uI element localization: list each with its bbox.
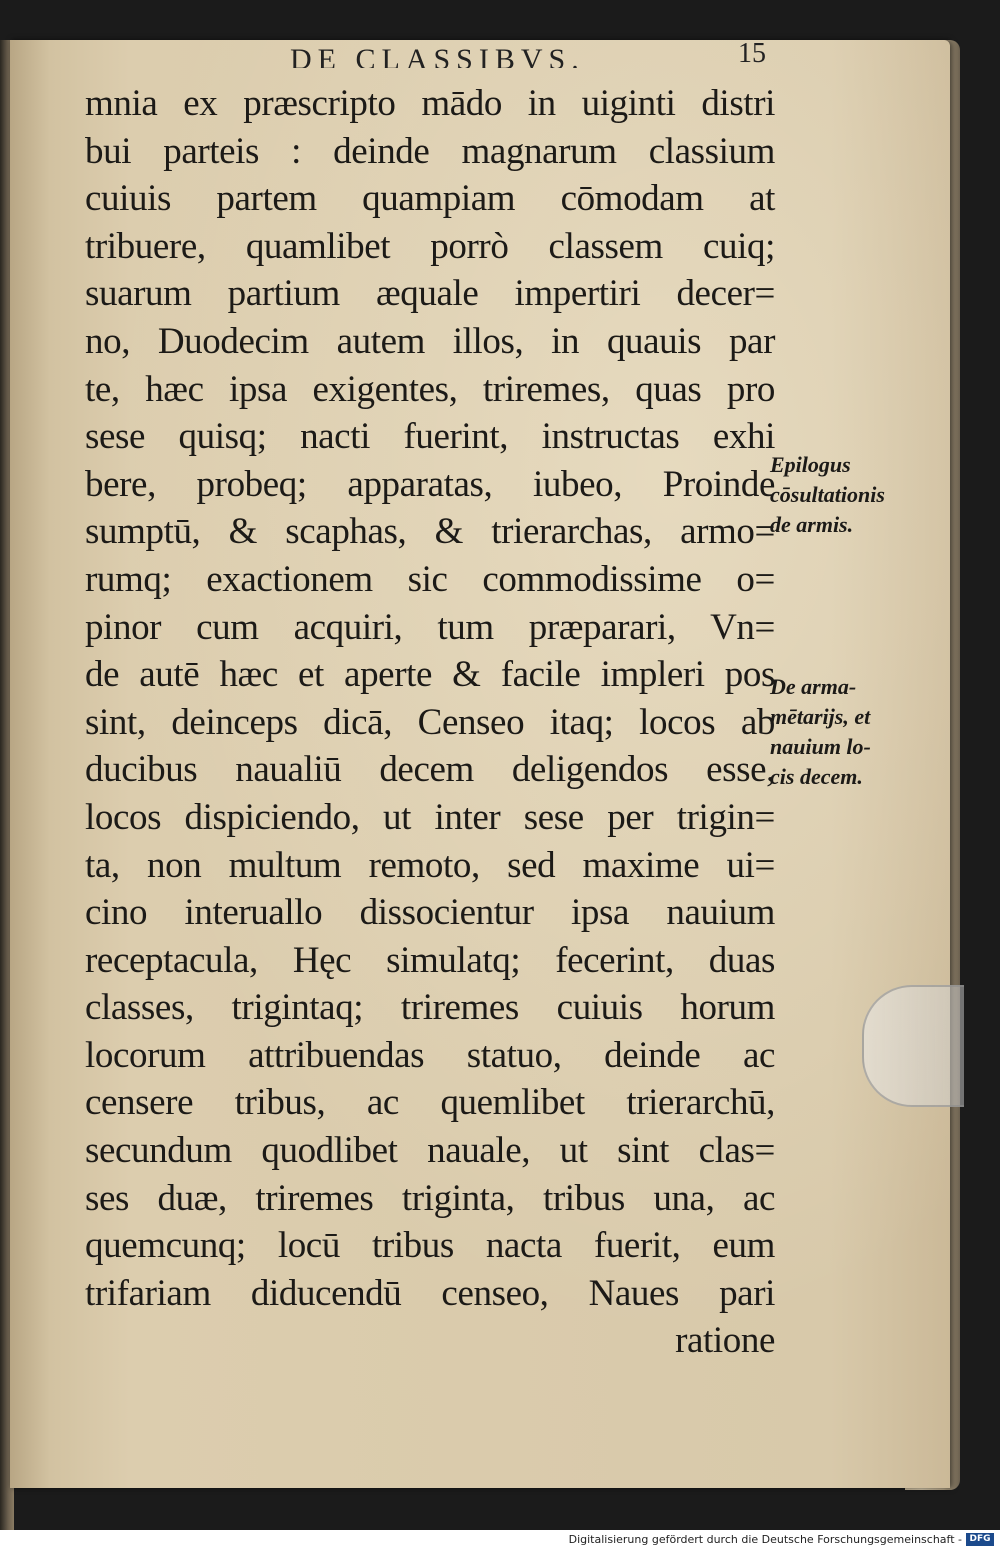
folio-number: 15	[738, 38, 766, 69]
marginal-note-line: de armis.	[770, 512, 854, 537]
text-line: ducibus naualiū decem deligendos esse,	[85, 749, 775, 791]
text-line: bere, probeq; apparatas, iubeo, Proinde	[85, 463, 775, 505]
text-line: suarum partium æquale impertiri decer=	[85, 273, 775, 315]
marginal-note-line: De arma-	[770, 674, 857, 699]
text-line: receptacula, Hęc simulatq; fecerint, duas	[85, 939, 775, 981]
text-line: de autē hæc et aperte & facile impleri pos	[85, 654, 775, 696]
text-line: ta, non multum remoto, sed maxime ui=	[85, 844, 775, 886]
dfg-logo: DFG	[966, 1533, 994, 1546]
text-line: censere tribus, ac quemlibet trierarchū,	[85, 1082, 775, 1124]
text-line: tribuere, quamlibet porrò classem cuiq;	[85, 225, 775, 267]
text-line: rumq; exactionem sic commodissime o=	[85, 558, 775, 600]
footer-bar	[0, 1530, 1000, 1550]
marginal-note-epilogus	[770, 450, 940, 540]
running-head: DE CLASSIBVS.	[290, 43, 585, 68]
text-line: pinor cum acquiri, tum præparari, Vn=	[85, 606, 775, 648]
text-line: locorum attribuendas statuo, deinde ac	[85, 1034, 775, 1076]
funding-credit: Digitalisierung gefördert durch die Deutsche Forschungsgemeinschaft -	[568, 1533, 962, 1546]
marginal-note-line: cōsultationis	[770, 482, 885, 507]
marginal-note-line: nauium lo-	[770, 734, 871, 759]
text-line: quemcunq; locū tribus nacta fuerit, eum	[85, 1225, 775, 1267]
text-line: bui parteis : deinde magnarum classium	[85, 130, 775, 172]
text-line: classes, trigintaq; triremes cuiuis horum	[85, 987, 775, 1029]
text-line: sumptū, & scaphas, & trierarchas, armo=	[85, 511, 775, 553]
text-line: secundum quodlibet nauale, ut sint clas=	[85, 1130, 775, 1172]
marginal-note-line: Epilogus	[770, 452, 851, 477]
page-clip	[862, 985, 964, 1107]
text-line: locos dispiciendo, ut inter sese per trigin=	[85, 796, 775, 838]
text-line: cino interuallo dissocientur ipsa nauium	[85, 892, 775, 934]
text-line: ratione	[675, 1320, 775, 1362]
text-line: cuiuis partem quampiam cōmodam at	[85, 178, 775, 220]
marginal-note-line: cis decem.	[770, 764, 863, 789]
text-line: mnia ex præscripto mādo in uiginti distri	[85, 83, 775, 124]
text-line: te, hæc ipsa exigentes, triremes, quas pro	[85, 368, 775, 410]
text-line: no, Duodecim autem illos, in quauis par	[85, 320, 775, 362]
text-line: sese quisq; nacti fuerint, instructas exhi	[85, 416, 775, 458]
body-text	[85, 80, 775, 1365]
text-line: trifariam diducendū censeo, Naues pari	[85, 1272, 775, 1314]
text-line: ses duæ, triremes triginta, tribus una, ac	[85, 1177, 775, 1219]
text-line: sint, deinceps dicā, Censeo itaq; locos ab	[85, 701, 775, 743]
marginal-note-line: mētarijs, et	[770, 704, 871, 729]
marginal-note-armamentarijs	[770, 672, 940, 792]
